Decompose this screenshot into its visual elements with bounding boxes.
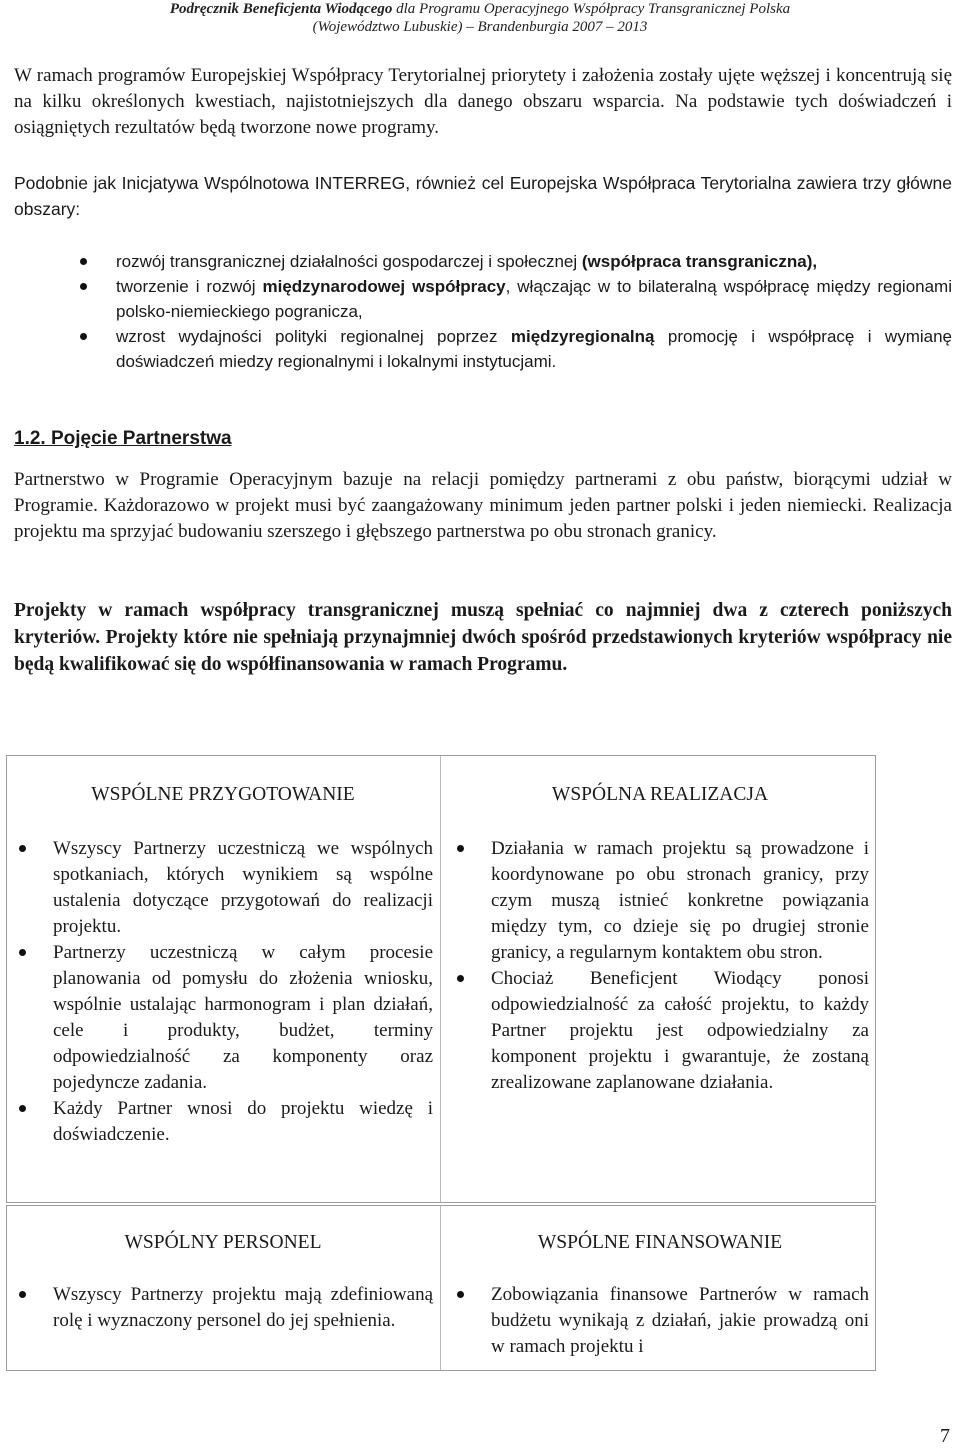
pers-column bbox=[13, 1206, 433, 1334]
criteria-box-bottom bbox=[6, 1205, 876, 1371]
list-item: tworzenie i rozwój międzynarodowej współpracy, włączając w to bilateralną współpracę między regionami polsko-niemieckiego pogranicza, bbox=[80, 274, 952, 324]
intro-paragraph: W ramach programów Europejskiej Współpracy Terytorialnej priorytety i założenia zostały ujęte węższej i koncentrują się na kilku określonych kwestiach, najistotniejszych dla danego obszaru wsparcia. Na podstawie tych doświadczeń i osiągniętych rezultatów będą tworzone nowe programy. bbox=[14, 65, 952, 138]
bullet-icon bbox=[457, 1291, 464, 1298]
list-item: Partnerzy uczestniczą w całym procesie planowania od pomysłu do złożenia wniosku, wspólnie ustalając harmonogram i plan działań, cele i produkty, budżet, terminy odpowiedzialność za komponenty oraz pojedyncze zadania. bbox=[13, 940, 433, 1096]
bullet-icon bbox=[19, 1291, 26, 1298]
bullet-icon bbox=[19, 1105, 26, 1112]
prep-column bbox=[13, 756, 433, 1148]
bullet-icon bbox=[19, 949, 26, 956]
bullet-icon bbox=[80, 258, 87, 265]
pers-title: WSPÓLNY PERSONEL bbox=[124, 1232, 322, 1253]
list-item: Wszyscy Partnerzy projektu mają zdefiniowaną rolę i wyznaczony personel do jej spełnienia. bbox=[13, 1282, 433, 1334]
real-column bbox=[451, 756, 869, 1096]
header-title-rest: dla Programu Operacyjnego Współpracy Transgranicznej Polska bbox=[392, 1, 791, 17]
page-number: 7 bbox=[940, 1425, 950, 1447]
areas-list bbox=[80, 249, 952, 374]
list-item: Zobowiązania finansowe Partnerów w ramach budżetu wynikają z działań, jakie prowadzą oni w ramach projektu i bbox=[451, 1282, 869, 1360]
section-title: 1.2. Pojęcie Partnerstwa bbox=[14, 428, 232, 449]
para-areas: Podobnie jak Inicjatywa Wspólnotowa INTERREG, również cel Europejska Współpraca Terytorialna zawiera trzy główne obszary: bbox=[14, 173, 952, 219]
criteria-box-top bbox=[6, 755, 876, 1203]
bullet-icon bbox=[80, 283, 87, 290]
prep-title: WSPÓLNE PRZYGOTOWANIE bbox=[91, 784, 355, 805]
partnership-paragraph: Partnerstwo w Programie Operacyjnym bazuje na relacji pomiędzy partnerami z obu państw, biorącymi udział w Programie. Każdorazowo w projekt musi być zaangażowany minimum jeden partner polski i jeden niemiecki. Realizacja projektu ma sprzyjać budowaniu szerszego i głębszego partnerstwa po obu stronach granicy. bbox=[14, 469, 952, 542]
page-header bbox=[0, 0, 960, 36]
header-subtitle: (Województwo Lubuskie) – Brandenburgia 2007 – 2013 bbox=[312, 19, 648, 35]
bullet-icon bbox=[19, 845, 26, 852]
list-item: wzrost wydajności polityki regionalnej poprzez międzyregionalną promocję i współpracę i wymianę doświadczeń miedzy regionalnymi i lokalnymi instytucjami. bbox=[80, 324, 952, 374]
fin-title: WSPÓLNE FINANSOWANIE bbox=[537, 1232, 783, 1253]
bullet-icon bbox=[457, 845, 464, 852]
list-item: Wszyscy Partnerzy uczestniczą we wspólnych spotkaniach, których wynikiem są wspólne ustalenia dotyczące przygotowań do realizacji projektu. bbox=[13, 836, 433, 940]
list-item: Działania w ramach projektu są prowadzone i koordynowane po obu stronach granicy, przy czym muszą istnieć konkretne powiązania między tym, co dzieje się po drugiej stronie granicy, a regularnym kontaktem obu stron. bbox=[451, 836, 869, 966]
bullet-icon bbox=[457, 975, 464, 982]
real-title: WSPÓLNA REALIZACJA bbox=[551, 784, 769, 805]
list-item: rozwój transgranicznej działalności gospodarczej i społecznej (współpraca transgraniczna), bbox=[80, 249, 952, 274]
bullet-icon bbox=[80, 333, 87, 340]
criteria-paragraph: Projekty w ramach współpracy transgranicznej muszą spełniać co najmniej dwa z czterech poniższych kryteriów. Projekty które nie spełniają przynajmniej dwóch spośród przedstawionych kryteriów współpracy nie będą kwalifikować się do współfinansowania w ramach Programu. bbox=[14, 600, 952, 675]
fin-column bbox=[451, 1206, 869, 1360]
list-item: Chociaż Beneficjent Wiodący ponosi odpowiedzialność za całość projektu, to każdy Partner projektu jest odpowiedzialny za komponent projektu i gwarantuje, że zostaną zrealizowane zaplanowane działania. bbox=[451, 966, 869, 1096]
list-item: Każdy Partner wnosi do projektu wiedzę i doświadczenie. bbox=[13, 1096, 433, 1148]
header-title-bold: Podręcznik Beneficjenta Wiodącego bbox=[169, 1, 393, 17]
